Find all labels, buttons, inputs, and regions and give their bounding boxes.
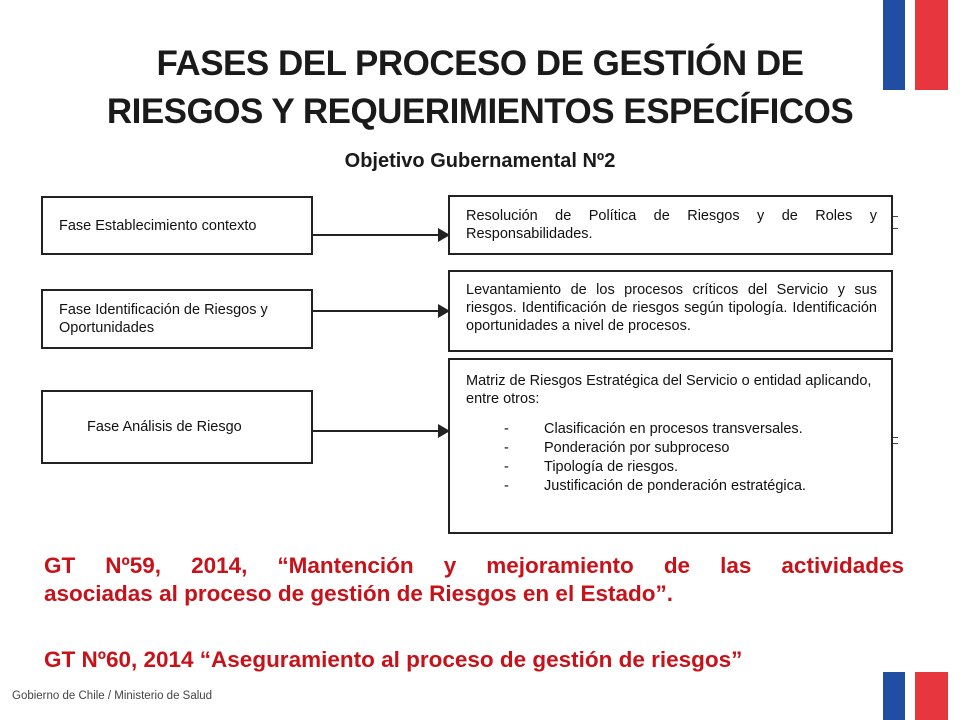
footer-text: Gobierno de Chile / Ministerio de Salud: [12, 690, 213, 702]
arrow-2: [313, 310, 448, 312]
criteria-list: [504, 420, 877, 496]
phase-label: Fase Análisis de Riesgo: [87, 419, 242, 435]
note-gt60: GT Nº60, 2014 “Aseguramiento al proceso de gestión de riesgos”: [44, 647, 743, 672]
chile-flag-logo-bottom: [883, 672, 948, 720]
list-item: - Justificación de ponderación estratégica.: [504, 478, 806, 494]
list-item: - Tipología de riesgos.: [504, 459, 679, 475]
slide-subtitle: Objetivo Gubernamental Nº2: [344, 150, 616, 172]
phase-box-establecimiento: [41, 196, 313, 255]
output-text: Levantamiento de los procesos críticos del Servicio y sus riesgos. Identificación de riesgos según tipología. Identificación oportunidades a nivel de procesos.: [466, 282, 877, 334]
note-gt59-line2: asociadas al proceso de gestión de Riesgos en el Estado”.: [44, 581, 673, 606]
output-box-matriz: [448, 358, 893, 534]
note-gt59-line1: GT Nº59, 2014, “Mantención y mejoramiento de las actividades: [44, 553, 904, 578]
edge-tick: [893, 443, 898, 444]
slide-title-line1: FASES DEL PROCESO DE GESTIÓN DE: [156, 44, 804, 83]
output-box-levantamiento: [448, 270, 893, 352]
edge-tick: [893, 216, 898, 217]
output-text: Matriz de Riesgos Estratégica del Servicio o entidad aplicando, entre otros:: [466, 373, 872, 407]
edge-tick: [893, 228, 898, 229]
output-box-politica: [448, 195, 893, 255]
edge-tick: [893, 437, 898, 438]
slide-title-line2: RIESGOS Y REQUERIMIENTOS ESPECÍFICOS: [106, 92, 854, 131]
arrow-1: [313, 234, 448, 236]
phase-box-analisis: [41, 390, 313, 464]
arrow-3: [313, 430, 448, 432]
phase-label: Fase Identificación de Riesgos y Oportunidades: [59, 302, 268, 336]
output-text: Resolución de Política de Riesgos y de Roles y Responsabilidades.: [466, 208, 877, 242]
phase-box-identificacion: [41, 289, 313, 349]
list-item: - Clasificación en procesos transversales.: [504, 421, 803, 437]
phase-label: Fase Establecimiento contexto: [59, 217, 257, 234]
list-item: - Ponderación por subproceso: [504, 440, 730, 456]
